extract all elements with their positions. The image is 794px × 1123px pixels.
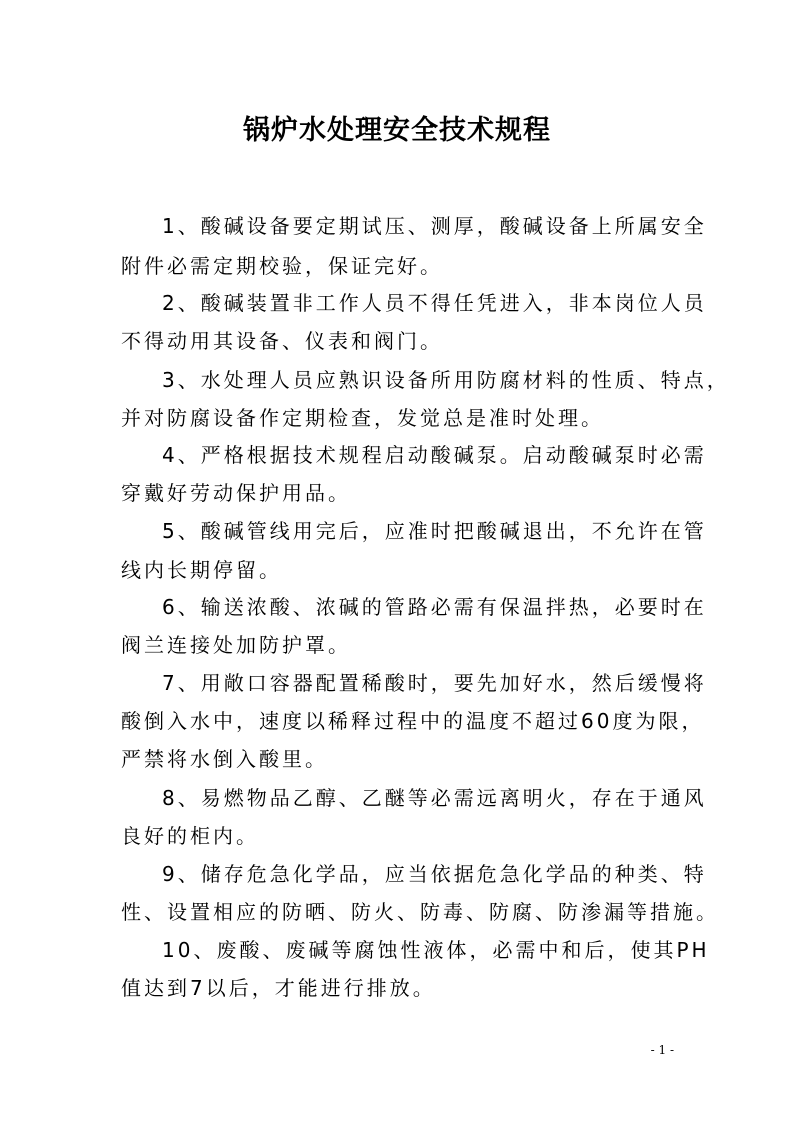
body-line: 阀兰连接处加防护罩。: [121, 633, 351, 657]
body-line: 1、酸碱设备要定期试压、测厚，酸碱设备上所属安全: [162, 214, 707, 238]
body-line: 不得动用其设备、仪表和阀门。: [121, 329, 443, 353]
body-line: 3、水处理人员应熟识设备所用防腐材料的性质、特点，: [162, 368, 730, 392]
page-number: - 1 -: [650, 1043, 674, 1057]
body-line: 8、易燃物品乙醇、乙醚等必需远离明火，存在于通风: [162, 786, 707, 810]
page-title: 锅炉水处理安全技术规程: [243, 115, 551, 146]
body-line: 并对防腐设备作定期检查，发觉总是准时处理。: [121, 406, 604, 430]
body-line: 酸倒入水中，速度以稀释过程中的温度不超过60度为限，: [121, 709, 705, 733]
body-line: 6、输送浓酸、浓碱的管路必需有保温拌热，必要时在: [162, 595, 707, 619]
body-line: 5、酸碱管线用完后，应准时把酸碱退出，不允许在管: [162, 519, 707, 543]
body-line: 良好的柜内。: [121, 824, 259, 848]
body-line: 性、设置相应的防晒、防火、防毒、防腐、防渗漏等措施。: [121, 900, 719, 924]
body-line: 线内长期停留。: [121, 558, 282, 582]
body-line: 值达到7以后，才能进行排放。: [121, 976, 436, 1000]
body-line: 穿戴好劳动保护用品。: [121, 481, 351, 505]
body-line: 附件必需定期校验，保证完好。: [121, 254, 443, 278]
body-line: 7、用敞口容器配置稀酸时，要先加好水，然后缓慢将: [162, 671, 707, 695]
body-line: 9、储存危急化学品，应当依据危急化学品的种类、特: [162, 862, 707, 886]
body-line: 10、废酸、废碱等腐蚀性液体，必需中和后，使其PH: [162, 938, 710, 962]
body-line: 4、严格根据技术规程启动酸碱泵。启动酸碱泵时必需: [162, 443, 707, 467]
body-line: 严禁将水倒入酸里。: [121, 747, 328, 771]
body-line: 2、酸碱装置非工作人员不得任凭进入，非本岗位人员: [162, 291, 707, 315]
